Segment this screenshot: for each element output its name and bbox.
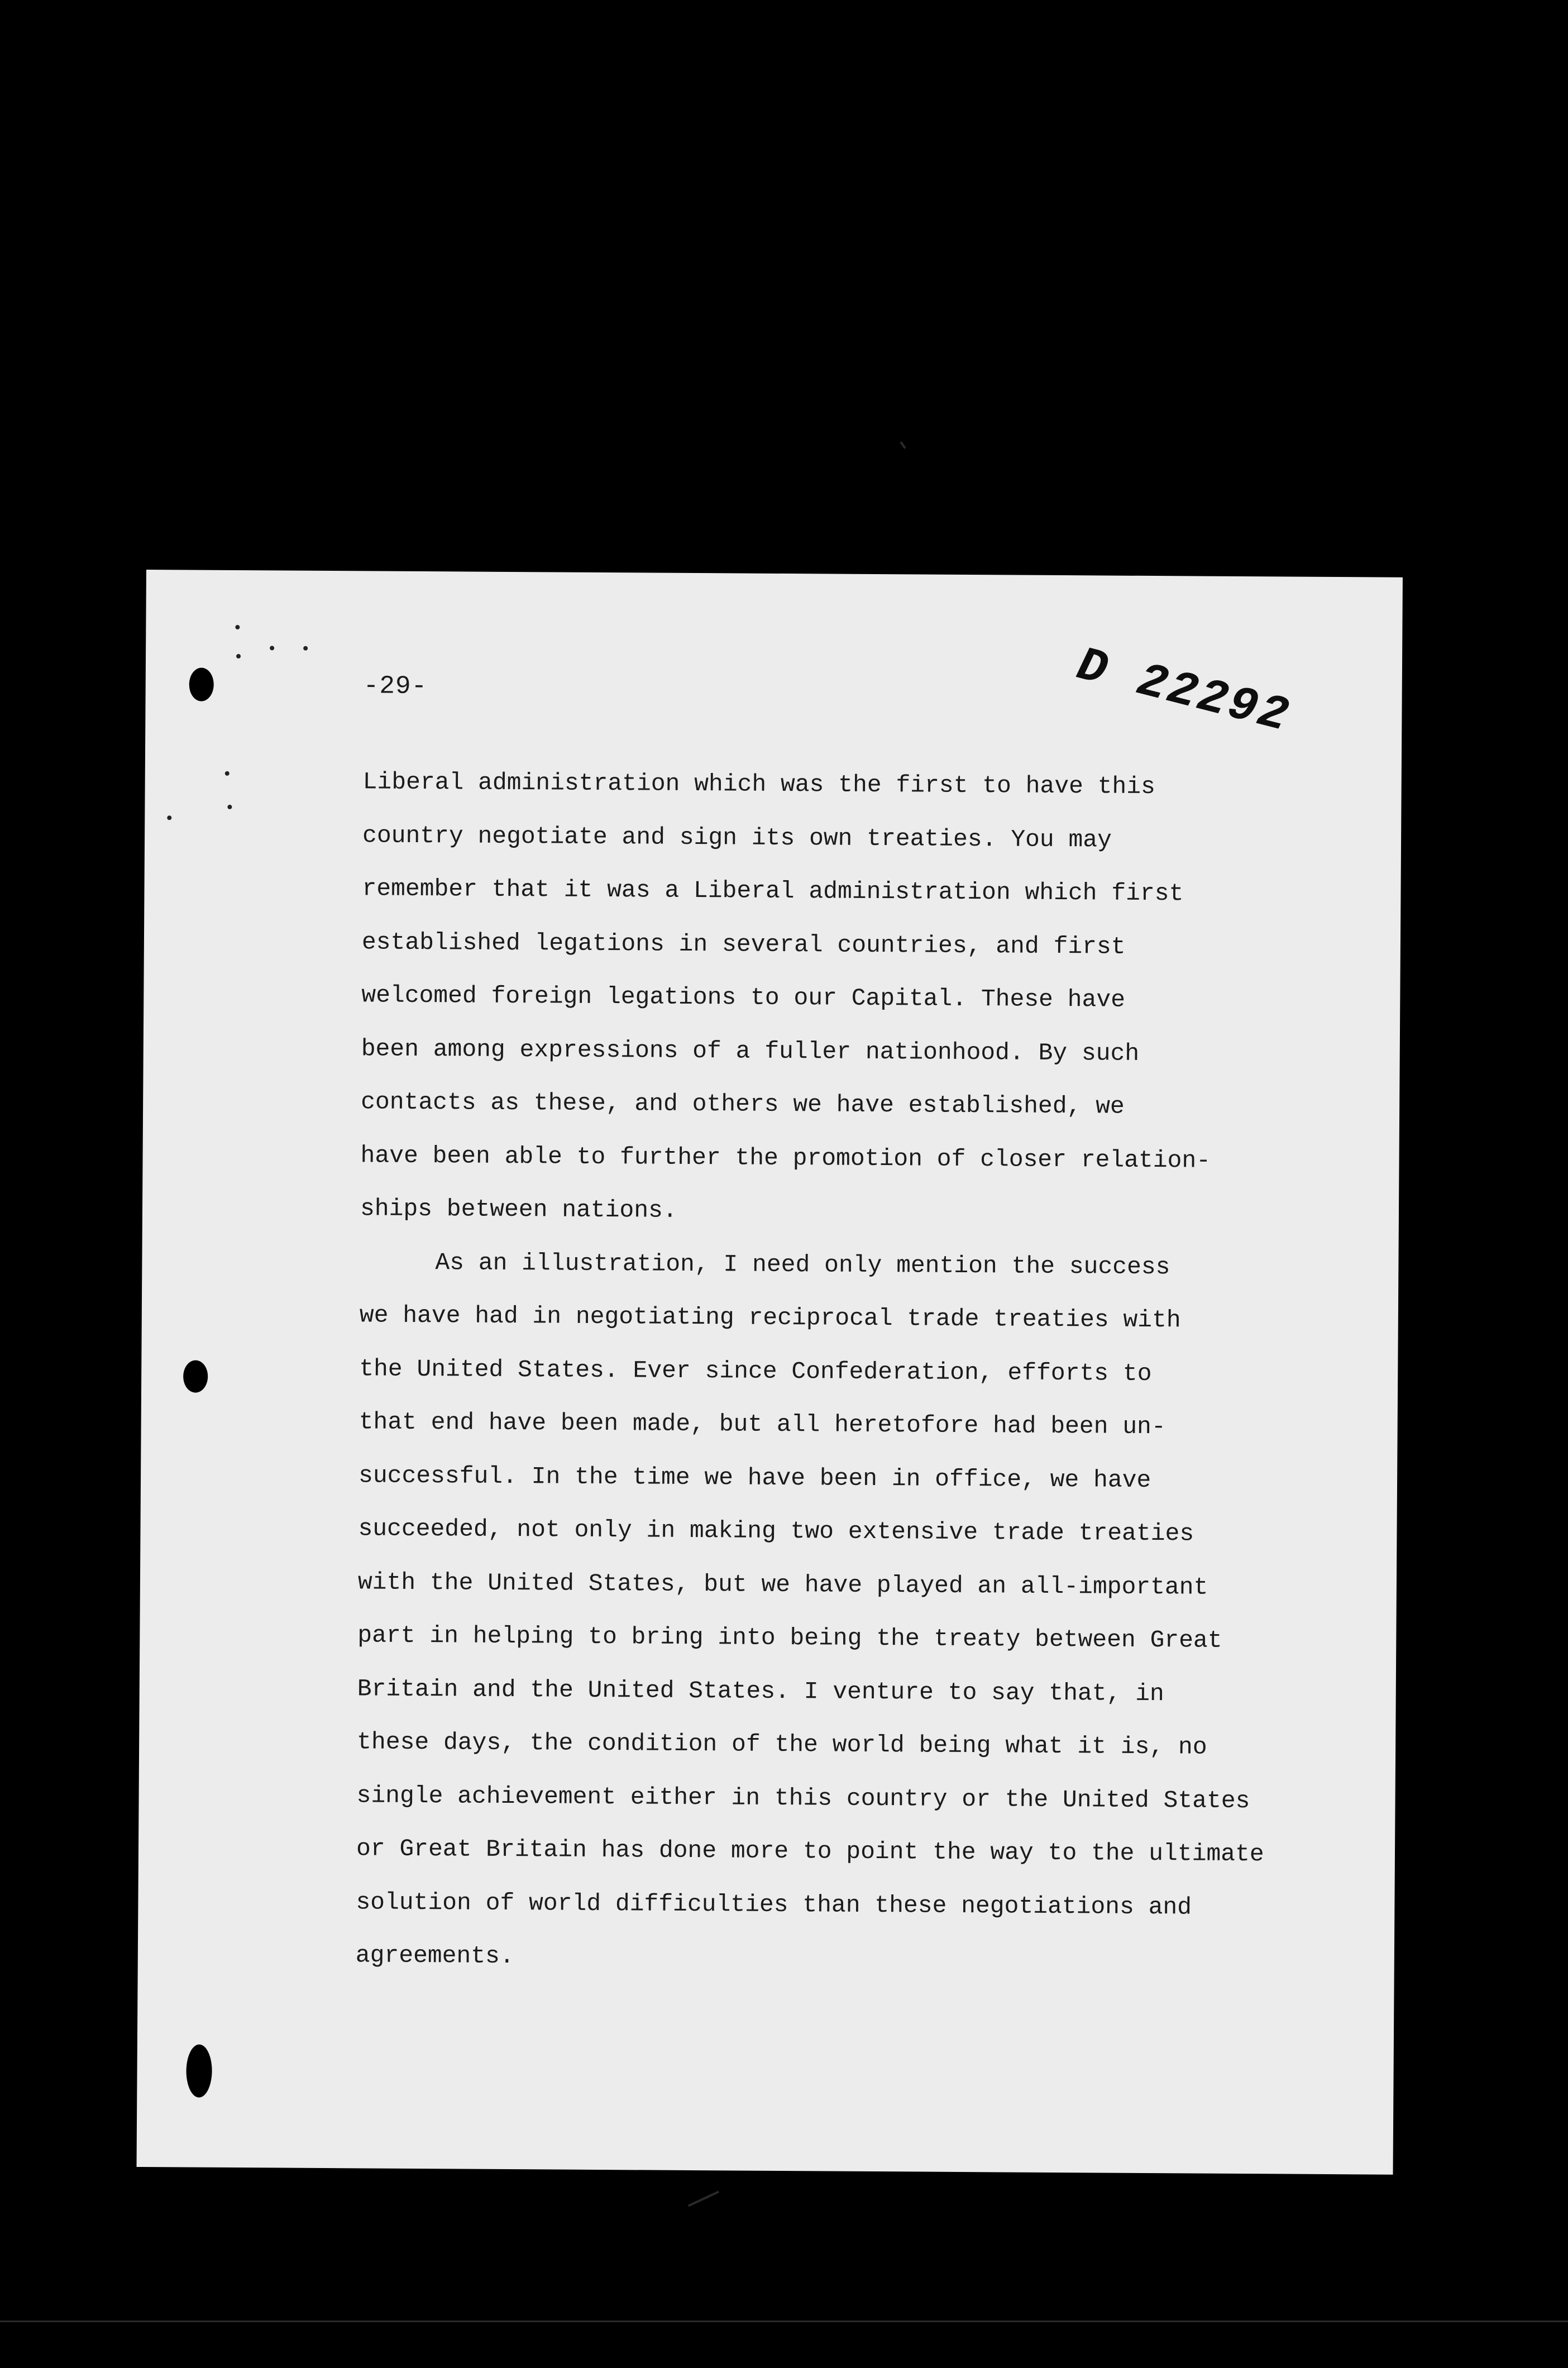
text-line: part in helping to bring into being the treaty between Great — [357, 1621, 1222, 1654]
text-line: these days, the condition of the world being what it is, no — [357, 1728, 1207, 1761]
speck — [225, 771, 230, 776]
text-line: remember that it was a Liberal administration which first — [362, 875, 1184, 908]
speck — [227, 805, 232, 809]
text-line: been among expressions of a fuller nationhood. By such — [361, 1034, 1140, 1067]
text-line: successful. In the time we have been in office, we have — [358, 1461, 1151, 1494]
text-line: contacts as these, and others we have established, we — [361, 1088, 1125, 1120]
text-line: Britain and the United States. I venture to say that, in — [357, 1674, 1164, 1707]
text-line: ships between nations. — [360, 1195, 677, 1224]
text-line: solution of world difficulties than these negotiations and — [356, 1888, 1192, 1921]
text-line: Liberal administration which was the first to have this — [362, 768, 1156, 801]
film-mark — [688, 2191, 719, 2207]
text-line: As an illustration, I need only mention the success — [435, 1248, 1170, 1281]
text-line: country negotiate and sign its own treaties. You may — [362, 821, 1112, 854]
document-id-stamp: D 22292 — [1071, 637, 1296, 745]
text-line: that end have been made, but all heretofore had been un- — [358, 1408, 1166, 1441]
punch-hole-bottom — [186, 2044, 212, 2097]
punch-hole-top — [189, 667, 214, 701]
film-mark — [900, 441, 906, 449]
speck — [270, 646, 274, 650]
body-text — [356, 755, 1368, 1988]
text-line: the United States. Ever since Confederation, efforts to — [359, 1354, 1152, 1387]
text-line: succeeded, not only in making two extensive trade treaties — [358, 1515, 1194, 1548]
speck — [236, 654, 241, 658]
speck — [167, 815, 171, 820]
text-line: agreements. — [355, 1941, 514, 1970]
film-bottom-line — [0, 2321, 1568, 2322]
text-line: with the United States, but we have played an all-important — [357, 1568, 1208, 1601]
text-line: or Great Britain has done more to point the way to the ultimate — [356, 1835, 1264, 1868]
punch-hole-middle — [183, 1360, 208, 1392]
page-number: -29- — [363, 671, 428, 701]
document-page — [137, 570, 1403, 2175]
text-line: welcomed foreign legations to our Capital. These have — [361, 981, 1126, 1014]
text-line: we have had in negotiating reciprocal trade treaties with — [359, 1301, 1181, 1334]
text-line: have been able to further the promotion of closer relation- — [360, 1141, 1211, 1175]
text-line: established legations in several countries, and first — [361, 928, 1126, 961]
text-line: single achievement either in this country or the United States — [356, 1781, 1250, 1815]
speck — [235, 625, 240, 629]
speck — [303, 646, 308, 651]
